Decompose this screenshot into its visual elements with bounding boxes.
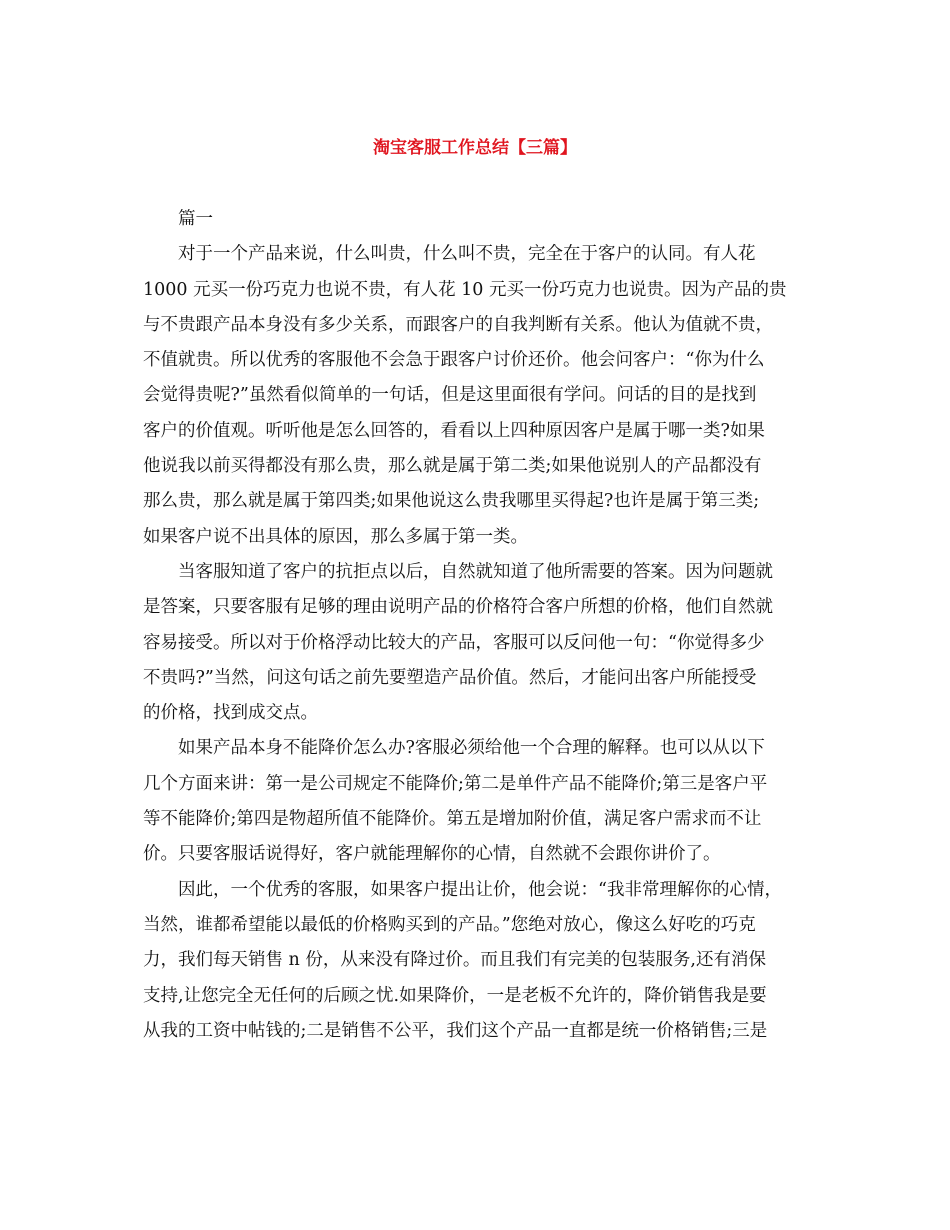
paragraph-line: 几个方面来讲：第一是公司规定不能降价;第二是单件产品不能降价;第三是客户平 — [143, 773, 768, 794]
paragraph-line: 的价格，找到成交点。 — [143, 703, 318, 724]
paragraph-line: 与不贵跟产品本身没有多少关系，而跟客户的自我判断有关系。他认为值就不贵， — [143, 314, 773, 335]
paragraph-line: 不贵吗?”当然，问这句话之前先要塑造产品价值。然后，才能问出客户所能授受 — [143, 667, 757, 688]
paragraph-line: 支持,让您完全无任何的后顾之忧.如果降价，一是老板不允许的，降价销售我是要 — [143, 985, 767, 1006]
paragraph-line: 他说我以前买得都没有那么贵，那么就是属于第二类;如果他说别人的产品都没有 — [143, 456, 762, 477]
section-heading: 篇一 — [178, 209, 213, 229]
document-body — [143, 202, 827, 1049]
paragraph-line: 如果客户说不出具体的原因，那么多属于第一类。 — [143, 526, 528, 547]
paragraph-line: 力，我们每天销售 n 份，从来没有降过价。而且我们有完美的包装服务,还有消保 — [143, 950, 766, 971]
document-title: 淘宝客服工作总结【三篇】 — [373, 138, 577, 158]
paragraph-line: 因此，一个优秀的客服，如果客户提出让价，他会说：“我非常理解你的心情， — [178, 879, 782, 900]
paragraph-line: 当然，谁都希望能以最低的价格购买到的产品。”您绝对放心，像这么好吃的巧克 — [143, 914, 756, 935]
paragraph-line: 1000 元买一份巧克力也说不贵，有人花 10 元买一份巧克力也说贵。因为产品的贵 — [143, 279, 787, 300]
paragraph — [143, 873, 827, 1049]
paragraph-line: 是答案，只要客服有足够的理由说明产品的价格符合客户所想的价格，他们自然就 — [143, 597, 773, 618]
paragraph-line: 那么贵，那么就是属于第四类;如果他说这么贵我哪里买得起?也许是属于第三类; — [143, 491, 760, 512]
paragraph-line: 当客服知道了客户的抗拒点以后，自然就知道了他所需要的答案。因为问题就 — [178, 561, 773, 582]
paragraph-line: 不值就贵。所以优秀的客服他不会急于跟客户讨价还价。他会问客户：“你为什么 — [143, 350, 765, 371]
paragraph-line: 容易接受。所以对于价格浮动比较大的产品，客服可以反问他一句：“你觉得多少 — [143, 632, 765, 653]
paragraph-line: 会觉得贵呢?”虽然看似简单的一句话，但是这里面很有学问。问话的目的是找到 — [143, 385, 757, 406]
paragraph — [143, 237, 827, 555]
paragraph-line: 价。只要客服话说得好，客户就能理解你的心情，自然就不会跟你讲价了。 — [143, 844, 721, 865]
paragraph-line: 客户的价值观。听听他是怎么回答的，看看以上四种原因客户是属于哪一类?如果 — [143, 420, 765, 441]
paragraph-line: 从我的工资中帖钱的;二是销售不公平，我们这个产品一直都是统一价格销售;三是 — [143, 1020, 768, 1041]
paragraph — [143, 731, 827, 872]
paragraph-line: 对于一个产品来说，什么叫贵，什么叫不贵，完全在于客户的认同。有人花 — [178, 244, 756, 265]
paragraph-line: 等不能降价;第四是物超所值不能降价。第五是增加附价值，满足客户需求而不让 — [143, 809, 762, 830]
paragraph-line: 如果产品本身不能降价怎么办?客服必须给他一个合理的解释。也可以从以下 — [178, 738, 765, 759]
paragraph — [143, 555, 827, 731]
